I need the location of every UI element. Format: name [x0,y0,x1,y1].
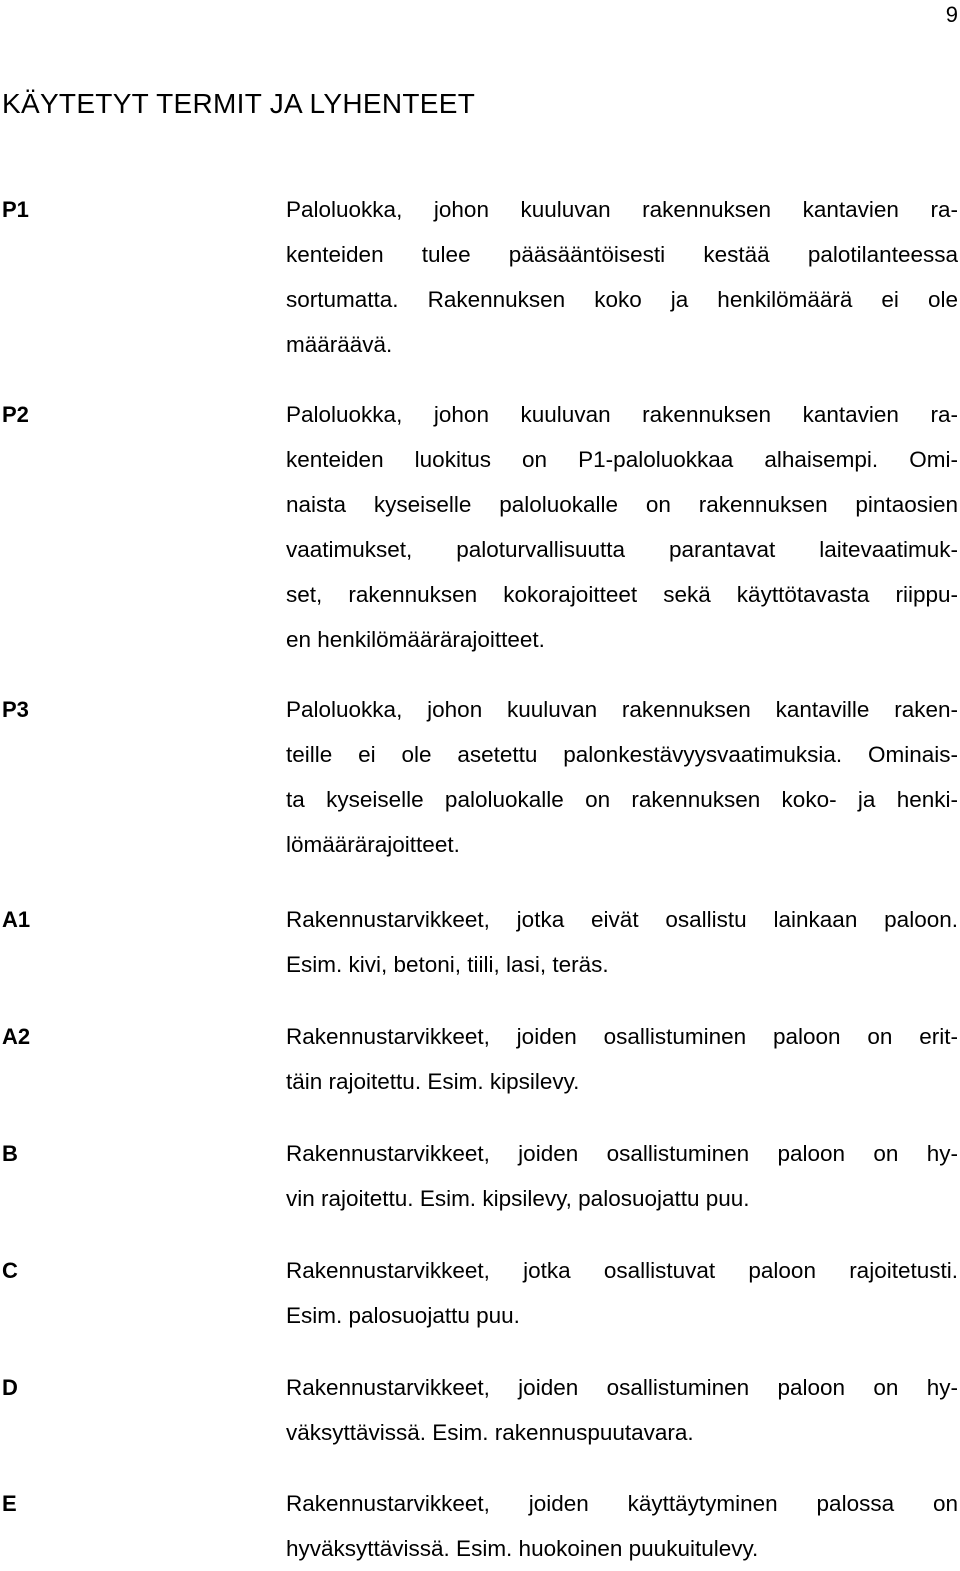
page-number: 9 [945,2,958,27]
definition-line: Paloluokka, johon kuuluvan rakennuksen kantavien ra- [286,402,958,427]
definition-line: vin rajoitettu. Esim. kipsilevy, palosuojattu puu. [286,1186,750,1211]
term-definition [286,1365,958,1455]
definition-line: Paloluokka, johon kuuluvan rakennuksen kantavien ra- [286,197,958,222]
definition-line: Rakennustarvikkeet, joiden osallistuminen paloon on hy- [286,1375,958,1400]
definition-line: en henkilömäärärajoitteet. [286,627,545,652]
definition-line: kenteiden luokitus on P1-paloluokkaa alhaisempi. Omi- [286,447,958,472]
definition-line: teille ei ole asetettu palonkestävyysvaatimuksia. Ominais- [286,742,958,767]
term-definition [286,187,958,367]
term-abbreviation: A2 [2,1024,31,1049]
term-definition [286,1014,958,1104]
definition-line: Rakennustarvikkeet, joiden osallistuminen paloon on erit- [286,1024,958,1049]
term-definition [286,1248,958,1338]
definition-line: set, rakennuksen kokorajoitteet sekä käyttötavasta riippu- [286,582,958,607]
term-abbreviation: P2 [2,402,29,427]
definition-line: naista kyseiselle paloluokalle on rakennuksen pintaosien [286,492,958,517]
definition-line: vaatimukset, paloturvallisuutta parantavat laitevaatimuk- [286,537,958,562]
page-title: KÄYTETYT TERMIT JA LYHENTEET [2,88,476,119]
definition-line: Paloluokka, johon kuuluvan rakennuksen kantaville raken- [286,697,958,722]
definition-line: määräävä. [286,332,393,357]
definition-line: Rakennustarvikkeet, jotka osallistuvat paloon rajoitetusti. [286,1258,958,1283]
term-definition [286,1131,958,1221]
term-abbreviation: P1 [2,197,29,222]
term-definition [286,1481,958,1571]
definition-line: väksyttävissä. Esim. rakennuspuutavara. [286,1420,694,1445]
definition-line: Rakennustarvikkeet, joiden käyttäytyminen palossa on [286,1491,958,1516]
term-abbreviation: E [2,1491,17,1516]
term-abbreviation: A1 [2,907,31,932]
term-definition [286,897,958,987]
term-abbreviation: B [2,1141,18,1166]
definition-line: Esim. kivi, betoni, tiili, lasi, teräs. [286,952,609,977]
definition-line: kenteiden tulee pääsääntöisesti kestää palotilanteessa [286,242,958,267]
definition-line: lömäärärajoitteet. [286,832,460,857]
term-abbreviation: D [2,1375,18,1400]
definition-line: Rakennustarvikkeet, jotka eivät osallistu lainkaan paloon. [286,907,958,932]
definition-line: ta kyseiselle paloluokalle on rakennuksen koko- ja henki- [286,787,958,812]
term-abbreviation: C [2,1258,18,1283]
definition-line: hyväksyttävissä. Esim. huokoinen puukuitulevy. [286,1536,759,1561]
definition-line: Esim. palosuojattu puu. [286,1303,520,1328]
definition-line: sortumatta. Rakennuksen koko ja henkilömäärä ei ole [286,287,958,312]
definition-line: täin rajoitettu. Esim. kipsilevy. [286,1069,580,1094]
term-definition [286,687,958,867]
term-abbreviation: P3 [2,697,29,722]
term-definition [286,392,958,662]
definition-line: Rakennustarvikkeet, joiden osallistuminen paloon on hy- [286,1141,958,1166]
